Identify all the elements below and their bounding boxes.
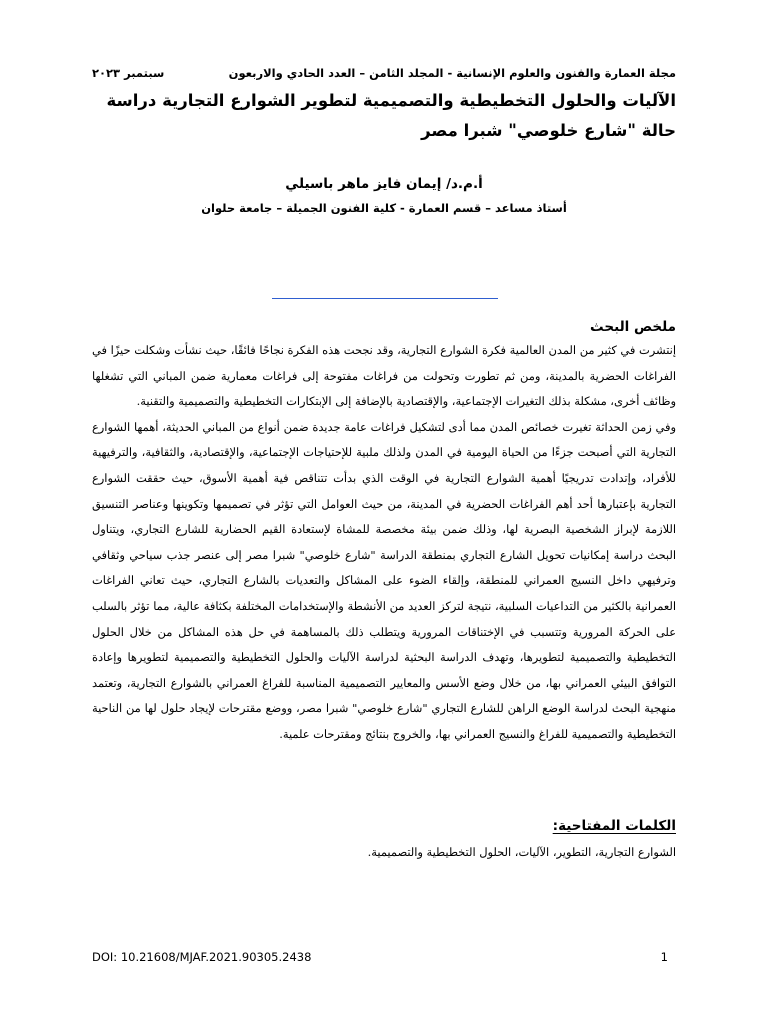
abstract-body: [92, 338, 676, 748]
abstract-heading: ملخص البحث: [590, 319, 676, 335]
page-number: 1: [660, 950, 668, 964]
abstract-paragraph: وفي زمن الحداثة تغيرت خصائص المدن مما أدى لتشكيل فراغات عامة جديدة ضمن أنواع من المباني الحديثة، أهمها الشوارع التجارية التي أصبحت جزءًا من الحياة اليومية في المدن ولذلك ملبية للإحتياجات الإجتماعية، والإقتصادية، والثقافية، والترفيهية للأفراد، وإتدادت تدريجيًا أهمية الشوارع التجارية في الوقت الذي بدأت تتناقص فية أهمية الأسوق، حيث حققت الشوارع التجارية بإعتبارها أحد أهم الفراغات الحضرية في المدينة، من حيث العوامل التي تؤثر في تصميمها وتكوينها وعناصر التنسيق اللازمة لإبراز الشخصية البصرية لها، وذلك ضمن بيئة مخصصة للمشاة لإستعادة القيم الحضارية للشارع التجاري، ويتناول البحث دراسة إمكانيات تحويل الشارع التجاري بمنطقة الدراسة "شارع خلوصي" شبرا مصر إلى عنصر جذب سياحي وثقافي وترفيهي داخل النسيج العمراني للمنطقة، وإلقاء الضوء على المشاكل والتعديات بالشارع التجاري، حيث تعاني الفراغات العمرانية بالكثير من التداعيات السلبية، نتيجة لتركز العديد من الأنشطة والإستخدامات المختلفة بكثافة عالية، مما تؤثر بالسلب على الحركة المرورية وتتسبب في الإختناقات المرورية ويتطلب ذلك بالمساهمة في حل هذه المشاكل من خلال الحلول التخطيطية والتصميمية لتطويرها، وتهدف الدراسة البحثية لدراسة الآليات والحلول التخطيطية والتصميمية لتطويرها وإعادة التوافق البيئي العمراني بها، من خلال وضع الأسس والمعايير التصميمية المناسبة للفراغ العمراني بالشوارع التجارية، وتعتمد منهجية البحث لدراسة الوضع الراهن للشارع التجاري "شارع خلوصي" شبرا مصر، ووضع مقترحات لإيجاد حلول لها من الناحية التخطيطية والتصميمية للفراغ والنسيج العمراني بها، والخروج بنتائج ومقترحات علمية.: [92, 419, 676, 741]
title-separator-line: [272, 298, 498, 299]
doi-link[interactable]: DOI: 10.21608/MJAF.2021.90305.2438: [92, 950, 312, 964]
keywords-heading: الكلمات المفتاحية:: [552, 818, 676, 834]
author-name: أ.م.د/ إيمان فايز ماهر باسيلي: [285, 176, 483, 192]
journal-name: مجلة العمارة والفنون والعلوم الإنسانية - المجلد الثامن – العدد الحادي والاربعون: [228, 66, 676, 80]
paper-title: الآليات والحلول التخطيطية والتصميمية لتطوير الشوارع التجارية دراسة حالة "شارع خلوصي" شبرا مصر: [106, 91, 676, 140]
issue-date: سبتمبر ٢٠٢٣: [92, 66, 165, 80]
abstract-paragraph: إنتشرت في كثير من المدن العالمية فكرة الشوارع التجارية، وقد نجحت هذه الفكرة نجاحًا فائقًا، حيث نشأت وشكلت حيزًا في الفراغات الحضرية بالمدينة، ومن ثم تطورت وتحولت من فراغات مفتوحة إلى فراغات معمارية ضمن المباني التي تشغلها وظائف أخرى، مشكلة بذلك التغيرات الإجتماعية، والإقتصادية بالإضافة إلى الإبتكارات التخطيطية والتصميمية والتقنية.: [92, 343, 676, 409]
author-affiliation: أستاذ مساعد – قسم العمارة - كلية الفنون الجميلة – جامعة حلوان: [201, 201, 567, 215]
running-header: [92, 66, 676, 84]
keywords-text: الشوارع التجارية، التطوير، الآليات، الحلول التخطيطية والتصميمية.: [367, 845, 676, 859]
